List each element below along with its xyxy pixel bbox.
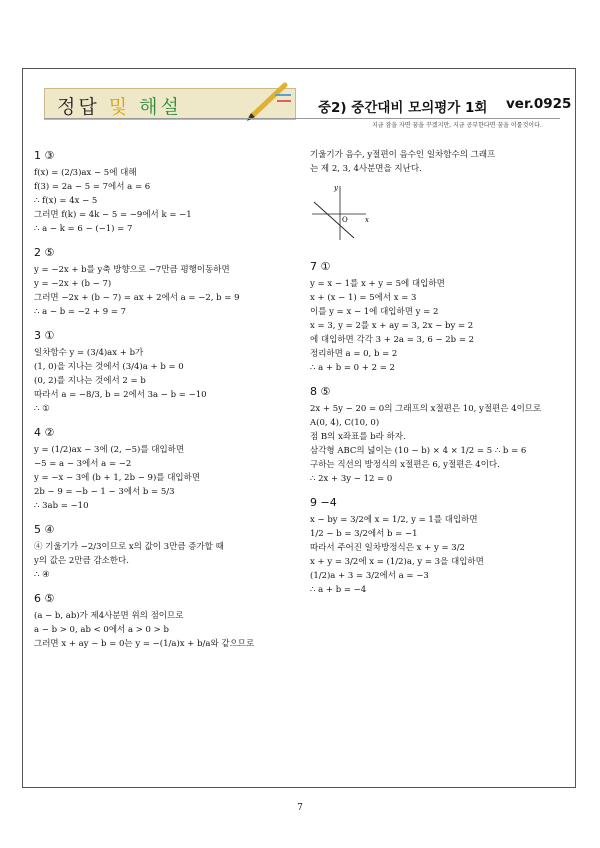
solution-line: (0, 2)를 지나는 것에서 2 = b [34, 376, 146, 386]
solution-line: −5 = a − 3에서 a = −2 [34, 459, 132, 469]
y-axis-label: y [334, 184, 338, 192]
solution-line: x + y = 3/2에 x = (1/2)a, y = 3을 대입하면 [310, 557, 484, 567]
solution-line: 구하는 직선의 방정식의 x절편은 6, y절편은 4이다. [310, 460, 500, 470]
question-header [34, 591, 296, 607]
solution-line: (a − b, ab)가 제4사분면 위의 점이므로 [34, 611, 184, 621]
solution-line: y = (1/2)ax − 3에 (2, −5)를 대입하면 [34, 445, 185, 455]
solution-line: y의 값은 2만큼 감소한다. [34, 556, 129, 566]
solution-line: 이를 y = x − 1에 대입하면 y = 2 [310, 307, 439, 317]
question-number: 8 [310, 385, 317, 398]
question-number: 7 [310, 260, 317, 273]
question-answer: ③ [44, 149, 55, 162]
solution-line: ∴ f(x) = 4x − 5 [34, 196, 98, 206]
banner-word-1: 정답 [57, 96, 100, 118]
question-number: 3 [34, 329, 41, 342]
solution-line: 1/2 − b = 3/2에서 b = −1 [310, 529, 418, 539]
question-number: 1 [34, 149, 41, 162]
continuation-line: 는 제 2, 3, 4사분면을 지난다. [310, 164, 422, 174]
solution-line: ∴ ④ [34, 570, 50, 580]
question-answer: ⑤ [44, 246, 55, 259]
solution-line: f(x) = (2/3)ax − 5에 대해 [34, 168, 137, 178]
origin-label: O [342, 216, 348, 224]
continuation-line: 기울기가 음수, y절편이 음수인 일차함수의 그래프 [310, 150, 496, 160]
solution-line: x = 3, y = 2를 x + ay = 3, 2x − by = 2 [310, 321, 474, 331]
question-header [34, 425, 296, 441]
solution-line: ∴ a + b = 0 + 2 = 2 [310, 363, 395, 373]
solution-line: y = −x − 3에 (b + 1, 2b − 9)를 대입하면 [34, 473, 201, 483]
question-5 [34, 522, 296, 582]
solution-line: ∴ ① [34, 404, 50, 414]
question-answer: ⑤ [44, 592, 55, 605]
solution-line: 일차함수 y = (3/4)ax + b가 [34, 348, 144, 358]
question-header [34, 148, 296, 164]
solution-line: x − by = 3/2에 x = 1/2, y = 1를 대입하면 [310, 515, 478, 525]
exam-version: ver.0925 [506, 96, 572, 112]
solution-line: y = −2x + b를 y축 방향으로 −7만큼 평행이동하면 [34, 265, 230, 275]
solution-line: 2x + 5y − 20 = 0의 그래프의 x절편은 10, y절편은 4이므로 [310, 404, 542, 414]
solution-line: a − b > 0, ab < 0에서 a > 0 > b [34, 625, 169, 635]
question-6 [34, 591, 296, 651]
solution-line: 에 대입하면 각각 3 + 2a = 3, 6 − 2b = 2 [310, 335, 475, 345]
question-answer: −4 [320, 496, 337, 509]
solution-line: (1/2)a + 3 = 3/2에서 a = −3 [310, 571, 429, 581]
x-axis-label: x [365, 216, 369, 224]
question-header [34, 522, 296, 538]
question-number: 4 [34, 426, 41, 439]
motto-text: 지금 잠을 자면 꿈을 꾸겠지만, 지금 공부한다면 꿈을 이룰것이다. [372, 122, 542, 129]
question-header [310, 384, 572, 400]
solution-line: 따라서 a = −8/3, b = 2에서 3a − b = −10 [34, 390, 207, 400]
page-number: 7 [297, 803, 303, 813]
question-header [34, 245, 296, 261]
function-line [314, 202, 354, 238]
question-header [310, 495, 572, 511]
solution-line: ∴ a − b = −2 + 9 = 7 [34, 307, 127, 317]
exam-title: 중2) 중간대비 모의평가 1회 [318, 100, 488, 116]
solution-line: y = −2x + (b − 7) [34, 279, 112, 289]
pencil-icon [245, 81, 293, 121]
solution-line: A(0, 4), C(10, 0) [310, 418, 380, 428]
solution-line: ∴ a + b = −4 [310, 585, 367, 595]
question-number: 2 [34, 246, 41, 259]
question-number: 5 [34, 523, 41, 536]
question-answer: ② [44, 426, 55, 439]
solution-line: ∴ a − k = 6 − (−1) = 7 [34, 224, 133, 234]
solution-line: 따라서 주어진 일차방정식은 x + y = 3/2 [310, 543, 465, 553]
question-8 [310, 384, 572, 486]
question-answer: ⑤ [320, 385, 331, 398]
question-header [310, 259, 572, 275]
solution-line: f(3) = 2a − 5 = 7에서 a = 6 [34, 182, 151, 192]
solution-line: ∴ 3ab = −10 [34, 501, 89, 511]
solution-line: 점 B의 x좌표를 b라 하자. [310, 432, 406, 442]
solution-line: ④ 기울기가 −2/3이므로 x의 값이 3만큼 증가할 때 [34, 542, 224, 552]
answer-banner [44, 88, 296, 120]
solution-line: (1, 0)을 지나는 것에서 (3/4)a + b = 0 [34, 362, 184, 372]
question-answer: ④ [44, 523, 55, 536]
question-3 [34, 328, 296, 416]
question-4 [34, 425, 296, 513]
question-2 [34, 245, 296, 319]
solution-line: y = x − 1를 x + y = 5에 대입하면 [310, 279, 445, 289]
solution-line: 삼각형 ABC의 넓이는 (10 − b) × 4 × 1/2 = 5 ∴ b = 6 [310, 446, 527, 456]
solution-line: x + (x − 1) = 5에서 x = 3 [310, 293, 417, 303]
question-1 [34, 148, 296, 236]
question-header [34, 328, 296, 344]
question-answer: ① [320, 260, 331, 273]
solution-line: 그러면 x + ay − b = 0는 y = −(1/a)x + b/a와 같으므로 [34, 639, 255, 649]
banner-title [57, 92, 182, 119]
question-number: 6 [34, 592, 41, 605]
banner-word-3: 해설 [139, 96, 182, 118]
question-answer: ① [44, 329, 55, 342]
solution-line: 정리하면 a = 0, b = 2 [310, 349, 398, 359]
question-number: 9 [310, 496, 317, 509]
header-divider [44, 118, 560, 119]
solution-line: ∴ 2x + 3y − 12 = 0 [310, 474, 393, 484]
banner-word-2: 및 [108, 96, 131, 118]
left-column [34, 148, 296, 660]
question-9 [310, 495, 572, 597]
solution-line: 2b − 9 = −b − 1 − 3에서 b = 5/3 [34, 487, 175, 497]
right-column [310, 148, 572, 606]
solution-line: 그러면 −2x + (b − 7) = ax + 2에서 a = −2, b = 9 [34, 293, 240, 303]
question-7 [310, 259, 572, 375]
line-graph-figure [310, 182, 370, 242]
solution-line: 그러면 f(k) = 4k − 5 = −9에서 k = −1 [34, 210, 192, 220]
